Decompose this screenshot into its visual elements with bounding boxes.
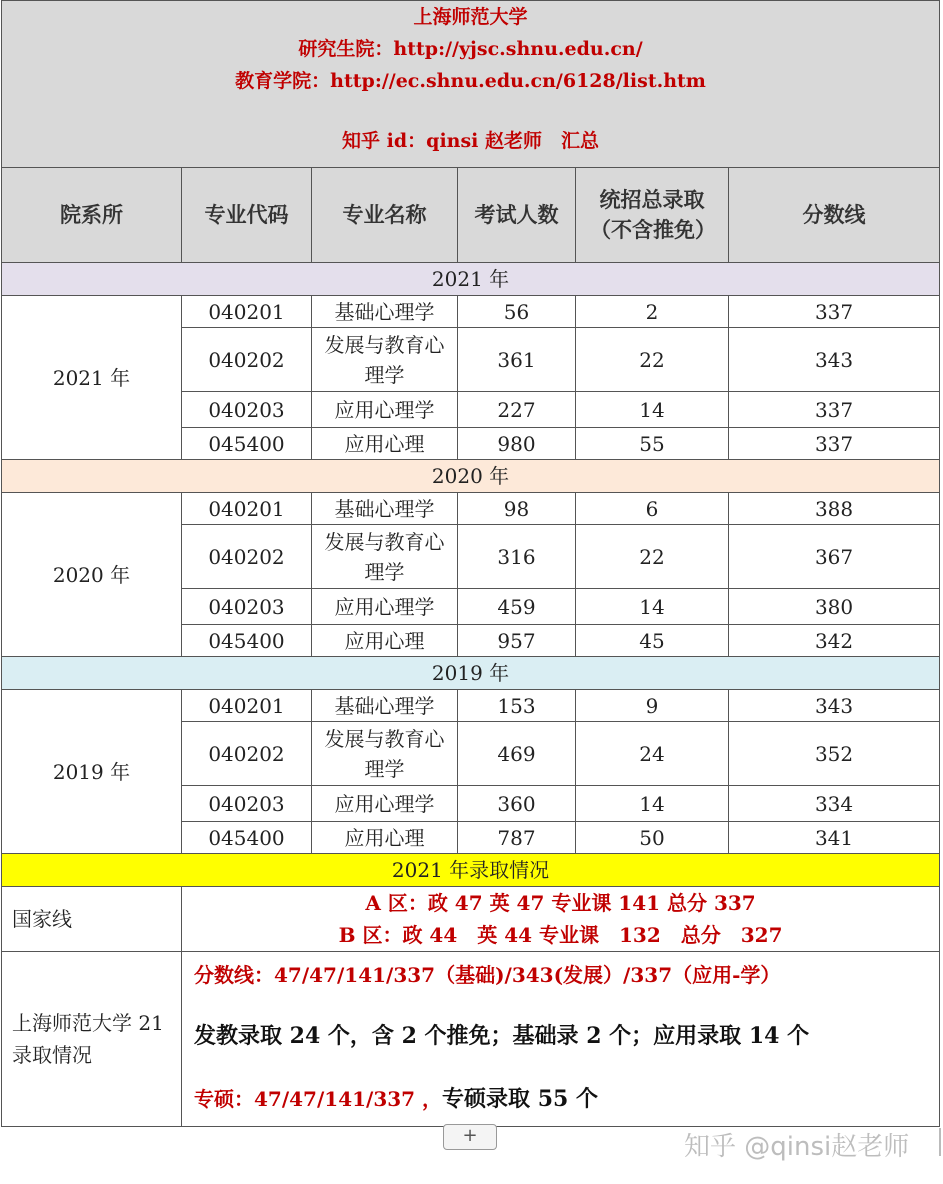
code-cell: 040203 — [182, 392, 312, 428]
header-block — [2, 1, 940, 168]
cutoff-cell: 337 — [729, 392, 940, 428]
admitted-cell: 45 — [576, 625, 729, 657]
zhihu-watermark: 知乎 @qinsi赵老师 — [684, 1132, 910, 1162]
school-admission-row — [2, 952, 940, 1127]
education-college-link: 教育学院：http://ec.shnu.edu.cn/6128/list.htm — [235, 70, 706, 92]
graduate-school-link: 研究生院：http://yjsc.shnu.edu.cn/ — [298, 38, 643, 60]
exam-count-cell: 787 — [458, 822, 576, 854]
code-cell: 045400 — [182, 428, 312, 460]
year-band: 2021 年 — [2, 263, 940, 296]
cutoff-cell: 380 — [729, 589, 940, 625]
score-line-text: 分数线：47/47/141/337（基础)/343(发展）/337（应用-学） — [194, 963, 781, 987]
admission-count-text: 发教录取 24 个，含 2 个推免；基础录 2 个；应用录取 14 个 — [194, 1023, 810, 1049]
exam-count-cell: 153 — [458, 690, 576, 722]
admitted-cell: 55 — [576, 428, 729, 460]
major-cell: 基础心理学 — [312, 493, 458, 525]
code-cell: 040201 — [182, 296, 312, 328]
admitted-cell: 14 — [576, 392, 729, 428]
major-cell: 应用心理学 — [312, 392, 458, 428]
summary-band-row — [2, 854, 940, 887]
code-cell: 040201 — [182, 690, 312, 722]
cutoff-cell: 334 — [729, 786, 940, 822]
exam-count-cell: 227 — [458, 392, 576, 428]
dept-cell: 2021 年 — [2, 296, 182, 460]
exam-count-cell: 459 — [458, 589, 576, 625]
code-cell: 040202 — [182, 525, 312, 589]
major-cell: 应用心理学 — [312, 786, 458, 822]
year-band-row — [2, 657, 940, 690]
year-band-row — [2, 460, 940, 493]
professional-count: 专硕录取 55 个 — [442, 1086, 598, 1112]
admitted-cell: 50 — [576, 822, 729, 854]
table-row — [2, 493, 940, 525]
code-cell: 040201 — [182, 493, 312, 525]
admitted-cell: 14 — [576, 786, 729, 822]
cutoff-cell: 343 — [729, 690, 940, 722]
admission-table — [1, 0, 940, 1127]
col-dept: 院系所 — [2, 168, 182, 263]
col-exam-count: 考试人数 — [458, 168, 576, 263]
cutoff-cell: 342 — [729, 625, 940, 657]
school-admission-label: 上海师范大学 21 录取情况 — [2, 952, 182, 1127]
exam-count-cell: 56 — [458, 296, 576, 328]
exam-count-cell: 980 — [458, 428, 576, 460]
major-cell: 应用心理 — [312, 428, 458, 460]
dept-cell: 2019 年 — [2, 690, 182, 854]
major-cell: 发展与教育心理学 — [312, 328, 458, 392]
code-cell: 040203 — [182, 786, 312, 822]
admitted-cell: 2 — [576, 296, 729, 328]
cutoff-cell: 337 — [729, 428, 940, 460]
year-band: 2020 年 — [2, 460, 940, 493]
table-row — [2, 690, 940, 722]
national-line-detail — [182, 887, 940, 952]
cutoff-cell: 388 — [729, 493, 940, 525]
admitted-cell: 9 — [576, 690, 729, 722]
code-cell: 040202 — [182, 722, 312, 786]
major-cell: 应用心理学 — [312, 589, 458, 625]
admitted-cell: 22 — [576, 525, 729, 589]
cutoff-cell: 367 — [729, 525, 940, 589]
code-cell: 040202 — [182, 328, 312, 392]
national-line-label: 国家线 — [2, 887, 182, 952]
admitted-cell: 22 — [576, 328, 729, 392]
col-admitted: 统招总录取（不含推免） — [576, 168, 729, 263]
major-cell: 应用心理 — [312, 822, 458, 854]
professional-score: 专硕：47/47/141/337 ， — [194, 1087, 443, 1111]
major-cell: 发展与教育心理学 — [312, 722, 458, 786]
column-header-row — [2, 168, 940, 263]
cutoff-cell: 337 — [729, 296, 940, 328]
year-band: 2019 年 — [2, 657, 940, 690]
col-cutoff: 分数线 — [729, 168, 940, 263]
summary-band: 2021 年录取情况 — [2, 854, 940, 887]
col-code: 专业代码 — [182, 168, 312, 263]
national-line-a: A 区：政 47 英 47 专业课 141 总分 337 — [365, 891, 756, 915]
national-line-row — [2, 887, 940, 952]
national-line-b: B 区：政 44 英 44 专业课 132 总分 327 — [338, 923, 783, 947]
exam-count-cell: 361 — [458, 328, 576, 392]
professional-line — [194, 1083, 939, 1116]
major-cell: 发展与教育心理学 — [312, 525, 458, 589]
code-cell: 040203 — [182, 589, 312, 625]
exam-count-cell: 316 — [458, 525, 576, 589]
col-major: 专业名称 — [312, 168, 458, 263]
exam-count-cell: 360 — [458, 786, 576, 822]
cutoff-cell: 343 — [729, 328, 940, 392]
code-cell: 045400 — [182, 822, 312, 854]
school-title: 上海师范大学 — [413, 6, 528, 28]
major-cell: 基础心理学 — [312, 296, 458, 328]
add-sheet-button[interactable]: + — [443, 1124, 497, 1150]
school-admission-detail — [182, 952, 940, 1127]
exam-count-cell: 98 — [458, 493, 576, 525]
table-row — [2, 296, 940, 328]
major-cell: 应用心理 — [312, 625, 458, 657]
scroll-edge — [939, 1128, 941, 1156]
exam-count-cell: 469 — [458, 722, 576, 786]
major-cell: 基础心理学 — [312, 690, 458, 722]
exam-count-cell: 957 — [458, 625, 576, 657]
year-band-row — [2, 263, 940, 296]
admitted-cell: 6 — [576, 493, 729, 525]
author-credit: 知乎 id：qinsi 赵老师 汇总 — [342, 130, 600, 152]
cutoff-cell: 341 — [729, 822, 940, 854]
cutoff-cell: 352 — [729, 722, 940, 786]
admitted-cell: 14 — [576, 589, 729, 625]
code-cell: 045400 — [182, 625, 312, 657]
admitted-cell: 24 — [576, 722, 729, 786]
dept-cell: 2020 年 — [2, 493, 182, 657]
